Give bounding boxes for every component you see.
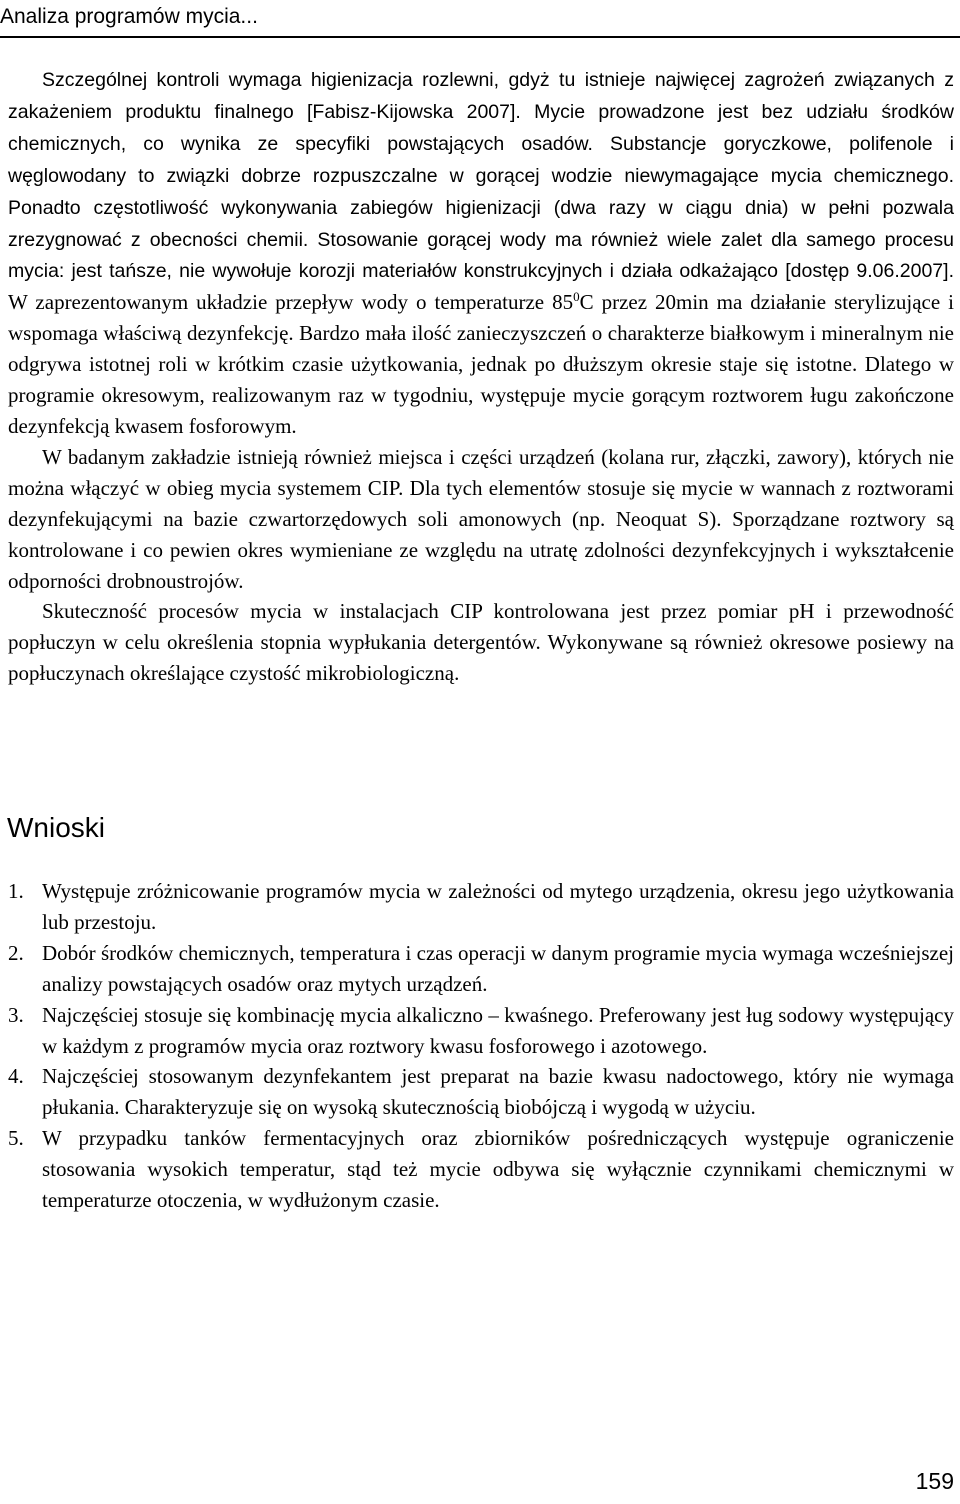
list-item-text: Najczęściej stosuje się kombinację mycia alkaliczno – kwaśnego. Preferowany jest ług sodowy występujący w każdym z programów mycia oraz roztwory kwasu fosforowego i azotowego. xyxy=(42,1002,954,1058)
list-item-number: 5. xyxy=(8,1126,24,1151)
list-item-text: Występuje zróżnicowanie programów mycia w zależności od mytego urządzenia, okresu jego użytkowania lub przestoju. xyxy=(42,879,954,934)
list-item xyxy=(8,938,954,1000)
paragraph-1-serif-part-b: C przez 20min ma działanie sterylizujące i wspomaga właściwą dezynfekcję. Bardzo mała ilość zanieczyszczeń o charakterze białkowym i mineralnym nie odgrywa istotnej roli w krótkim czasie użytkowania, jednak po dłuższym okresie staje się istotne. Dlatego w programie okresowym, realizowanym raz w tygodniu, występuje mycie gorącym roztworem ługu zakończone dezynfekcją kwasem fosforowym. xyxy=(8,290,954,438)
list-item-text: W przypadku tanków fermentacyjnych oraz zbiorników pośredniczących występuje ograniczenie stosowania wysokich temperatur, stąd też mycie odbywa się wyłącznie czynnikami chemicznymi w temperaturze otoczenia, w wydłużonym czasie. xyxy=(42,1126,954,1213)
header-divider xyxy=(0,36,960,38)
page-number: 159 xyxy=(915,1468,954,1494)
running-header-title: Analiza programów mycia... xyxy=(0,5,258,28)
paragraph-1 xyxy=(8,64,954,442)
list-item-number: 3. xyxy=(8,1002,24,1027)
paragraph-2: W badanym zakładzie istnieją również miejsca i części urządzeń (kolana rur, złączki, zawory), których nie można włączyć w obieg mycia systemem CIP. Dla tych elementów stosuje się mycie w wannach z roztworami dezynfekującymi na bazie czwartorzędowych soli amonowych (np. Neoquat S). Sporządzane roztwory są kontrolowane i co pewien okres wymieniane ze względu na utratę zdolności dezynfekcyjnych i wykształcenie odporności drobnoustrojów. xyxy=(8,444,954,593)
list-item-number: 4. xyxy=(8,1064,24,1089)
paragraph-3: Skuteczność procesów mycia w instalacjach CIP kontrolowana jest przez pomiar pH i przewodność popłuczyn w celu określenia stopnia wypłukania detergentów. Wykonywane są również okresowe posiewy na popłuczynach określające czystość mikrobiologiczną. xyxy=(8,599,954,686)
conclusions-list xyxy=(8,876,954,1216)
paragraph-1-sans-part: Szczególnej kontroli wymaga higienizacja rozlewni, gdyż tu istnieje najwięcej zagrożeń związanych z zakażeniem produktu finalnego [Fabisz-Kijowska 2007]. Mycie prowadzone jest bez udziału środków chemicznych, co wynika ze specyfiki powstających osadów. Substancje goryczkowe, polifenole i węglowodany to związki dobrze rozpuszczalne w gorącej wodzie niewymagające mycia chemicznego. Ponadto częstotliwość wykonywania zabiegów higienizacji (dwa razy w ciągu dnia) w pełni pozwala zrezygnować z obecności chemii. Stosowanie gorącej wody ma również wiele zalet dla samego procesu mycia: jest tańsze, nie wywołuje korozji materiałów konstrukcyjnych i działa odkażająco [dostęp 9.06.2007]. xyxy=(8,69,954,283)
list-item xyxy=(8,1123,954,1216)
temperature-superscript: 0 xyxy=(573,289,580,305)
list-item-text: Dobór środków chemicznych, temperatura i czas operacji w danym programie mycia wymaga wcześniejszej analizy powstających osadów oraz mytych urządzeń. xyxy=(42,940,954,996)
list-item xyxy=(8,876,954,938)
list-item-number: 1. xyxy=(8,879,24,903)
main-body-text xyxy=(8,64,954,689)
list-item-number: 2. xyxy=(8,940,24,965)
list-item xyxy=(8,1000,954,1062)
list-item-text: Najczęściej stosowanym dezynfekantem jest preparat na bazie kwasu nadoctowego, który nie wymaga płukania. Charakteryzuje się on wysoką skutecznością biobójczą i wygodą w użyciu. xyxy=(42,1064,954,1120)
list-item xyxy=(8,1061,954,1123)
section-heading-conclusions: Wnioski xyxy=(7,812,106,843)
paragraph-1-serif-part-a: W zaprezentowanym układzie przepływ wody o temperaturze 85 xyxy=(8,290,574,315)
